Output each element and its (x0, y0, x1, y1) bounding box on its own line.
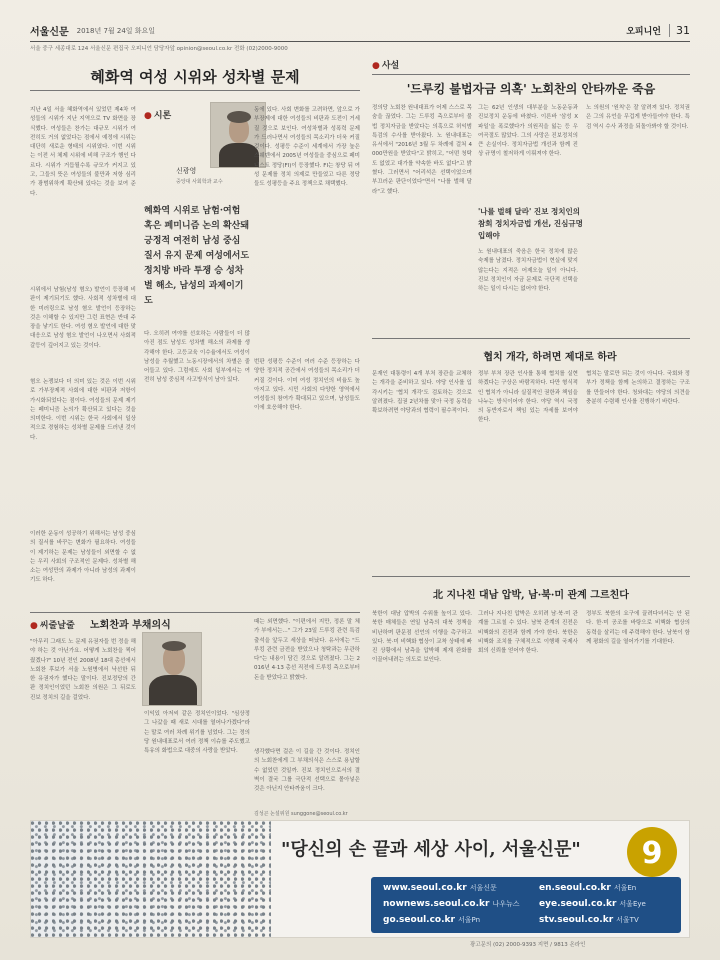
editorial-paragraph: 북한이 대남 압박의 수위를 높이고 있다. 북한 매체들은 연일 남측의 대북 정책을 비난하며 판문점 선언의 이행을 촉구하고 있다. 북·미 비핵화 협상이 교착 상태에 빠진 상황에서 남측을 압박해 제재 완화를 이끌어내려는 의도로 보인다. (372, 611, 472, 664)
author-name: 신광영 (176, 167, 197, 175)
column-paragraph: 혐오 논쟁보다 더 의미 있는 것은 이번 시위로 가부장제적 사회에 대한 비판과 저항이 가시화되었다는 점이다. 여성들의 문제 제기는 페미니즘 논의가 확산되고 있다는 것을 의미한다. 이번 시위는 한국 사회에서 일상적으로 경험하는 성차별 문제를 드러낸 것이다. (30, 379, 136, 441)
editorial-side-quote: '나를 벌해 달라' 진보 정치인의 참회 정치자금법 개선, 진심규명 입해야 (478, 207, 583, 240)
editorial-address: 서울 중구 세종대로 124 서울신문 편집국 오피니언 담당자앞 opinion@seoul.co.kr 전화 (02)2000-9000 (30, 46, 288, 52)
editorial-title-2: 협치 개각, 하려면 제대로 하라 (483, 352, 617, 363)
divider (30, 90, 360, 91)
quote-mark-icon: 9 (627, 827, 677, 877)
editorial-paragraph: 정부도 북한의 요구에 끌려다녀서는 안 된다. 한·미 공조를 바탕으로 비핵화 협상의 동력을 살리는 데 주력해야 한다. 남북이 함께 평화의 길을 열어가기를 기대한다. (586, 611, 690, 645)
divider (30, 612, 360, 613)
column-paragraph: 번판 성평등 수준이 여러 수준 등장하는 다양한 정치적 공간에서 여성들의 목소리가 더 커질 것이다. 이미 여성 정치인의 비율도 높아지고 있다. 시민 사회의 다양한 영역에서 여성들의 참여가 확대되고 있으며, 남성들도 이에 호응해야 한다. (254, 359, 360, 412)
ad-link-stv[interactable]: stv.seoul.co.kr 서울TV (539, 915, 639, 925)
bullet-icon: ● (372, 61, 380, 71)
editorial-paragraph: 정의당 노회찬 원내대표가 어제 스스로 목숨을 끊었다. 그는 드루킹 측으로부터 불법 정치자금을 받았다는 의혹으로 허익범 특검의 수사를 받아왔다. 노 원내대표는 유서에서 "2016년 3월 두 차례에 걸쳐 4000만원을 받았다"고 밝히고, "어떤 청탁도 없었고 대가를 약속한 바도 없다"고 밝혔다. 그러면서 "어리석은 선택이었으며 부끄러운 판단이었다"면서 "나를 벌해 달라"고 했다. (372, 105, 472, 195)
newspaper-logo: 서울신문 (30, 27, 69, 38)
issue-date: 2018년 7월 24일 화요일 (76, 26, 156, 35)
ad-link-seoul[interactable]: www.seoul.co.kr 서울신문 (383, 883, 497, 893)
column-paragraph: 이러한 운동이 성공하기 위해서는 남성 중심의 질서를 바꾸는 변화가 필요하다. 여성들이 제기하는 문제는 남성들이 외면할 수 없는 우리 사회의 구조적인 문제다. 성차별 해소는 여성만의 과제가 아니라 남성의 과제이기도 하다. (30, 531, 136, 584)
ad-inquiry: 광고문의 (02) 2000-9393 지면 / 9813 온라인 (470, 942, 586, 948)
column-tag: ● 시론 (144, 111, 172, 121)
right-column (372, 58, 690, 848)
ad-link-eye[interactable]: eye.seoul.co.kr 서울Eye (539, 899, 646, 909)
columnist-email: 김성곤 논설위원 sunggone@seoul.co.kr (254, 811, 348, 817)
editorial-paragraph: 노 의원의 '원칙'은 잘 알려져 있다. 정치권은 그의 유언을 무겁게 받아들여야 한다. 특검 역시 수사 과정을 되돌아봐야 할 것이다. (586, 105, 690, 130)
editorial-paragraph: 그는 62년 인생의 대부분을 노동운동과 진보정치 운동에 바쳤다. 이른바 '삼성 X파일'을 폭로했다가 의원직을 잃는 등 우여곡절도 많았다. 그의 사망은 진보정치의 큰 손실이다. 정치자금법 개선과 함께 진상 규명이 철저하게 이뤄져야 한다. (478, 105, 578, 158)
ad-link-nownews[interactable]: nownews.seoul.co.kr 나우뉴스 (383, 899, 520, 909)
pull-quote: 혜화역 시위로 남험·여험 혹은 페미니즘 논의 확산돼 긍정적 여전히 남성 중심 질서 유지 문제 여성에서도 정치방 바라 투쟁 승 성차별 해소, 남성의 과제이기도 (144, 206, 250, 306)
column2-headline: 노회찬과 부채의식 (90, 620, 171, 631)
bullet-icon: ● (144, 111, 152, 121)
editorial-paragraph: 정부 부처 장관 인사를 통해 협치를 실현하겠다는 구상은 바람직하다. 다만 형식적인 협치가 아니라 실질적인 권한과 책임을 나누는 방식이어야 한다. 야당 역시 국정의 동반자로서 책임 있는 자세를 보여야 한다. (478, 371, 578, 424)
column-paragraph: 시위에서 남험(남성 혐오) 발언이 등장해 비판이 제기되기도 했다. 사회적 성차별에 대한 미러링으로 남성 혐오 발언이 등장하는 것은 이해할 수 있지만 그런 표현은 반대 주장을 낳기도 한다. 여성 혐오 발언에 대한 맞대응으로 남성 혐오 발언이 나오면서 사회적 갈등이 깊어지고 있는 것이다. (30, 287, 136, 349)
column-paragraph: 동에 있다. 사회 변화를 고려하면, 앞으로 가부장제에 대한 여성들의 비판과 도전이 거세질 것으로 보인다. 여성차별과 성폭력 문제가 드러나면서 여성들의 목소리가 더욱 커질 것이다. 성평등 수준이 세계에서 가장 높은 스웨덴에서 2005년 여성들을 중심으로 페미니스트 정당(FI)이 등장했다. FI는 창당 뒤 여성 문제를 정치 의제로 만들었고 다른 정당들도 성평등을 주요 정책으로 채택했다. (254, 107, 360, 188)
ad-slogan: "당신의 손 끝과 세상 사이, 서울신문" (281, 839, 581, 860)
editorial-paragraph: 문재인 대통령이 4개 부처 장관을 교체하는 개각을 준비하고 있다. 야당 인사를 입각시키는 '협치 개각'도 검토하는 것으로 알려졌다. 집권 2년차를 맞아 국정 동력을 확보하려면 야당과의 협력이 필수적이다. (372, 371, 472, 415)
ad-link-en[interactable]: en.seoul.co.kr 서울En (539, 883, 637, 893)
column2-paragraph: "아무리 그래도 노 문제 유권자들 번 정을 해야 하는 것 아닌가요. 어떻게 노회찬을 찍어줬겠나?" 10년 전인 2008년 18대 총선에서 노회찬 후보가 서울 노원병에서 낙선한 뒤 한 유권자가 했다는 말이다. 진보정당의 간판 정치인이었던 노회찬 의원은 그 뒤로도 진보 정치의 길을 걸었다. (30, 639, 136, 701)
column2-tag: ● 씨줄날줄 (30, 621, 75, 631)
column2-paragraph: 이익있 아저씨 같은 정치인이었다. "심상정 그 나갔을 때 새로 시대를 열어나가겠다"라는 말로 여러 차례 위기를 넘었다. 그는 정의당 원내대표로서 여러 정책 이슈를 주도했고 특유의 화법으로 대중의 사랑을 받았다. (144, 711, 250, 755)
seoul-shinmun-advertisement[interactable] (30, 820, 690, 938)
editorial-paragraph: 노 원내대표의 죽음은 한국 정치에 많은 숙제를 남겼다. 정치자금법이 현실에 맞지 않는다는 지적은 어제오늘 일이 아니다. 진보 정치인이 자금 문제로 극단적 선택을 하는 일이 다시는 없어야 한다. (478, 249, 578, 293)
divider (372, 74, 690, 75)
columnist-photo (142, 632, 202, 706)
column-headline: 혜화역 여성 시위와 성차별 문제 (90, 68, 300, 86)
ad-link-panel (371, 877, 681, 933)
column2-paragraph: 생각했다면 걸은 이 길을 간 것이다. 정치인의 노회찬에게 그 부채의식은 스스로 용납할 수 없었던 것일까. 진보 정치인으로서의 결벽이 결국 그를 극단적 선택으로 몰아넣은 것은 아닌지 안타까움이 크다. (254, 749, 360, 793)
editorial-title-3: 北 지나친 대남 압박, 남·북·미 관계 그르친다 (433, 590, 629, 601)
column-paragraph: 지난 4일 서울 혜화역에서 있었던 제4차 여성들의 시위가 지난 지역으로 TV 화면을 장식했다. 여성들은 찬가는 대규모 시위가 여전히도 거의 없었다는 점에서 예정에 시위는 대단히 새로운 형태의 시위였다. 이번 시위는 이전 서 체제 시위에 비해 구조가 행인 다르다. 시위가 거듭될수록 규모가 커지고 있고, 그들의 뜻은 여성들의 불만과 저항 심리가 광범위하게 확산돼 있다는 것을 보여 준다. (30, 107, 136, 197)
masthead (30, 20, 690, 42)
section-title: 오피니언 (626, 27, 661, 37)
editorial-title: '드루킹 불법자금 의혹' 노회찬의 안타까운 죽음 (406, 82, 656, 96)
ad-link-go[interactable]: go.seoul.co.kr 서울Pn (383, 915, 481, 925)
author-role: 중앙대 사회학과 교수 (176, 179, 223, 185)
column-paragraph: 다. 오히려 여야를 선호하는 사람들이 더 많아진 점도 남성도 성차별 해소의 과제를 생각해야 한다. 고등교육 이수율에서도 여성이 남성을 추월했고 노동시장에서의 차별은 줄어들고 있다. 그럼에도 사회 일부에서는 여전히 남성 중심적 사고방식이 남아 있다. (144, 331, 250, 384)
editorial-paragraph: 그러나 지나친 압박은 오히려 남·북·미 관계를 그르칠 수 있다. 남북 관계의 진전은 비핵화의 진전과 함께 가야 한다. 북한은 비핵화 조치를 구체적으로 이행해 국제사회의 신뢰를 얻어야 한다. (478, 611, 578, 655)
divider (372, 338, 690, 339)
editorial-tag: ● 사설 (372, 61, 400, 71)
left-column (30, 58, 360, 848)
editorial-paragraph: 협치는 말로만 되는 것이 아니다. 국회와 정부가 정책을 함께 논의하고 결정하는 구조를 만들어야 한다. 청와대는 야당의 의견을 충분히 수렴해 인사를 진행하기 바란다. (586, 371, 690, 405)
crowd-illustration (31, 821, 271, 938)
page-number: 31 (669, 24, 690, 37)
bullet-icon: ● (30, 621, 38, 631)
divider (372, 576, 690, 577)
column2-paragraph: 때는 외면했다. "이편에서 지만, 정론 말 체가 부에서는..." 그가 23일 드루킹 관련 특검 출석을 앞두고 세상을 떠났다. 유서에는 "드루킹 관련 금전을 받았으나 청탁과는 무관하다"는 내용이 담긴 것으로 알려졌다. 그는 2016년 4·13 총선 직전에 드루킹 측으로부터 돈을 받았다고 밝혔다. (254, 619, 360, 681)
